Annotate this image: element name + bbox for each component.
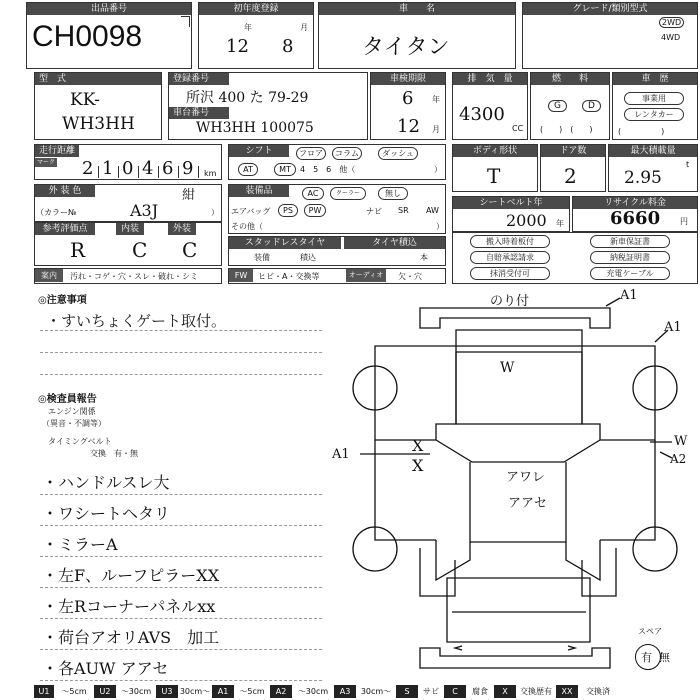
engine-label: エンジン関係: [48, 407, 96, 416]
shift-at: AT: [238, 163, 258, 176]
diagram-w-hood: W: [500, 360, 515, 376]
mileage-digit-divider: [98, 166, 99, 178]
diagram-x-marks: X X: [412, 436, 424, 475]
inspection-year-mark: 年: [432, 95, 440, 104]
recycle-unit: 円: [680, 217, 688, 226]
inspector-item: ・各AUW アアセ: [42, 659, 169, 678]
legend-desc: 交換済: [586, 687, 610, 696]
inspection-month: 12: [397, 116, 420, 137]
shift-close: ）: [434, 165, 442, 174]
engine-sub: （異音・不調等）: [42, 419, 106, 428]
inspection-year: 6: [402, 88, 414, 109]
diagram-w-right: W: [674, 434, 688, 449]
legend-code: A3: [334, 685, 356, 698]
legend-code: A2: [270, 685, 292, 698]
mileage-digit-divider: [198, 166, 199, 178]
doc-item: 納税証明書: [590, 251, 670, 264]
grade-ref-label: 参考評価点: [35, 223, 95, 235]
history-rental: レンタカー: [624, 108, 684, 121]
diagram-center-text1: アワレ: [506, 470, 546, 485]
shift-mt: MT: [274, 163, 296, 176]
cc-unit: CC: [512, 124, 524, 133]
drive-2wd: 2WD: [659, 17, 684, 28]
recycle-value: 6660: [610, 208, 661, 229]
inspector-item: ・左Rコーナーパネルxx: [42, 597, 216, 616]
color-code: A3J: [130, 201, 159, 220]
km-unit: km: [204, 169, 217, 178]
diagram-a2-right: A2: [670, 452, 687, 466]
color-code-close: ）: [211, 208, 219, 217]
mileage-digit: 9: [182, 158, 194, 179]
reg-no-value: 所沢 400 た 79-29: [186, 90, 309, 106]
legend-desc: 腐食: [472, 687, 488, 696]
legend-desc: ～30cm: [297, 687, 329, 696]
chassis-value: WH3HH 100075: [196, 120, 314, 136]
guide-text: 汚れ・コゲ・穴・スレ・破れ・シミ: [70, 272, 198, 281]
fw-label: FW: [229, 269, 253, 282]
audio-text: 欠・穴: [398, 272, 422, 281]
legend-desc: ～5cm: [239, 687, 265, 696]
load-value: 2.95: [624, 168, 662, 188]
tire-value: 本: [420, 253, 428, 262]
doc-item: 新車保証書: [590, 235, 670, 248]
doc-item: 充電ケーブル: [590, 267, 670, 280]
seatbelt-unit: 年: [556, 219, 564, 228]
doors-label: ドア数: [541, 145, 605, 157]
doc-item: 自賠承認請求: [470, 251, 550, 264]
legend-code: A1: [212, 685, 234, 698]
navi: ナビ: [366, 207, 382, 216]
sr: SR: [398, 206, 409, 215]
mileage-digit: 4: [142, 158, 154, 179]
inspector-rule: [40, 494, 322, 495]
shift-column: コラム: [332, 147, 362, 160]
legend-desc: サビ: [423, 687, 439, 696]
seatbelt-label: シートベルト年: [453, 197, 569, 209]
body-value: T: [487, 164, 501, 188]
audio-label: オーディオ: [346, 269, 386, 282]
load-unit: t: [686, 160, 690, 169]
exterior-value: C: [182, 238, 198, 262]
legend-desc: ～5cm: [61, 687, 87, 696]
inspector-rule: [40, 649, 322, 650]
inspector-rule: [40, 556, 322, 557]
diagram-a1-left: A1: [332, 447, 350, 462]
shift-label: シフト: [229, 145, 289, 157]
mileage-label: 走行距離: [35, 145, 79, 157]
studless-opt2: 積込: [300, 253, 316, 262]
aw: AW: [426, 206, 439, 215]
legend-desc: 30cm～: [179, 687, 211, 696]
airbag-pw: PW: [304, 204, 326, 217]
mileage-digit: 0: [122, 158, 134, 179]
inspection-label: 車検期限: [371, 73, 445, 85]
inspection-month-mark: 月: [432, 125, 440, 134]
mark-label: マーク: [36, 159, 55, 166]
notes-rule-2: [40, 352, 322, 353]
legend-code: S: [396, 685, 418, 698]
fuel-g: G: [548, 100, 567, 112]
legend-code: C: [444, 685, 466, 698]
studless-label: スタッドレスタイヤ: [229, 237, 341, 249]
color-name: 紺: [182, 188, 196, 203]
lot-number: CH0098: [32, 20, 143, 53]
legend-code: U3: [156, 685, 178, 698]
timing-label: タイミングベルト: [48, 437, 112, 446]
equip-none: 無し: [378, 187, 408, 200]
shift-dash: ダッシュ: [378, 147, 418, 160]
inspector-rule: [40, 525, 322, 526]
mileage-digit: 1: [102, 158, 114, 179]
doc-item: 搬入時着板付: [470, 235, 550, 248]
inspector-item: ・左F、ルーフピラーXX: [42, 566, 220, 585]
notes-rule-3: [40, 374, 322, 375]
year-mark: 年: [244, 23, 252, 32]
spare-yes: 有: [641, 651, 652, 664]
spare-no: 無: [659, 651, 670, 664]
type-label: 型 式: [35, 73, 161, 85]
timing-sub: 交換 有・無: [90, 449, 138, 458]
fw-text: ヒビ・A・交換等: [258, 272, 320, 281]
interior-label: 内装: [116, 223, 144, 235]
spare-label: スペア: [638, 627, 662, 636]
color-label: 外 装 色: [35, 185, 95, 197]
mileage-digit-divider: [138, 166, 139, 178]
inspector-rule: [40, 587, 322, 588]
doc-item: 抹消受付可: [470, 267, 550, 280]
tire-label: タイヤ積込: [344, 237, 445, 249]
displacement-label: 排 気 量: [453, 73, 527, 85]
inspector-item: ・ハンドルスレ大: [42, 473, 170, 492]
grade-value: R: [70, 238, 86, 262]
diagram-center-text2: アアセ: [508, 496, 547, 511]
legend-desc: 交換歴有: [520, 687, 552, 696]
legend-desc: ～30cm: [120, 687, 152, 696]
first-reg-month: 8: [282, 36, 294, 57]
inspector-item: ・荷台アオリAVS 加工: [42, 628, 220, 647]
mileage-digit-divider: [178, 166, 179, 178]
fuel-d: D: [582, 100, 601, 112]
reg-no-label: 登録番号: [169, 73, 229, 85]
body-label: ボディ形状: [453, 145, 537, 157]
damage-legend: [0, 684, 700, 700]
shift-speeds: 4 5 6 他（: [300, 165, 356, 174]
other-close: ）: [436, 222, 444, 231]
notes-rule-1: [40, 330, 322, 331]
inspector-title: ◎検査員報告: [38, 394, 97, 405]
mileage-digit: 2: [82, 158, 94, 179]
inspector-rule: [40, 618, 322, 619]
doors-value: 2: [564, 164, 577, 188]
color-code-label: （カラー№: [36, 208, 77, 217]
mileage-digit-divider: [158, 166, 159, 178]
notes-line1: ・すいちょくゲート取付。: [46, 312, 227, 330]
drive-4wd: 4WD: [661, 33, 681, 42]
chassis-label: 車台番号: [169, 107, 229, 119]
equip-ac: AC: [302, 187, 324, 200]
first-reg-label: 初年度登録: [199, 3, 313, 15]
exterior-label: 外装: [168, 223, 196, 235]
grade-label: グレード/類別型式: [523, 3, 697, 15]
first-reg-year: 12: [226, 36, 249, 57]
legend-code: X: [494, 685, 516, 698]
history-label: 車 歴: [613, 73, 697, 85]
shift-floor: フロア: [296, 147, 326, 160]
airbag-label: エアバッグ: [231, 207, 271, 216]
diagram-a1-right: A1: [664, 320, 682, 335]
recycle-label: リサイクル料金: [573, 197, 697, 209]
mileage-digit: 6: [162, 158, 174, 179]
lot-label: 出品番号: [27, 3, 191, 15]
legend-code: XX: [556, 685, 578, 698]
type-value-1: KK-: [70, 90, 100, 110]
diagram-top-note: のり付: [490, 294, 530, 309]
equip-cooler: クーラー: [330, 187, 366, 200]
corner-mark: [181, 16, 190, 27]
equipment-label: 装備品: [229, 185, 289, 197]
type-value-2: WH3HH: [62, 114, 135, 134]
legend-code: U1: [34, 685, 54, 698]
other-label: その他（: [231, 222, 263, 231]
inspector-item: ・ミラーA: [42, 535, 118, 554]
seatbelt-value: 2000: [506, 211, 547, 230]
model-label: 車 名: [319, 3, 515, 15]
inspector-rule: [40, 680, 322, 681]
model-name: タイタン: [362, 35, 450, 60]
month-mark: 月: [300, 23, 308, 32]
legend-desc: 30cm～: [360, 687, 392, 696]
history-business: 事業用: [624, 92, 684, 105]
history-paren: ( ): [618, 127, 665, 136]
studless-opt1: 装備: [254, 253, 270, 262]
notes-title: ◎注意事項: [38, 295, 87, 306]
fuel-label: 燃 料: [531, 73, 609, 85]
fuel-paren: ( ) ( ): [540, 125, 593, 134]
inspector-item: ・ワシートヘタリ: [42, 504, 171, 523]
interior-value: C: [132, 238, 148, 262]
diagram-a1-top: A1: [620, 288, 638, 303]
guide-label: 案内: [35, 269, 63, 282]
airbag-ps: PS: [278, 204, 298, 217]
load-label: 最大積載量: [609, 145, 697, 157]
displacement-value: 4300: [459, 104, 505, 125]
legend-code: U2: [94, 685, 116, 698]
mileage-digit-divider: [118, 166, 119, 178]
